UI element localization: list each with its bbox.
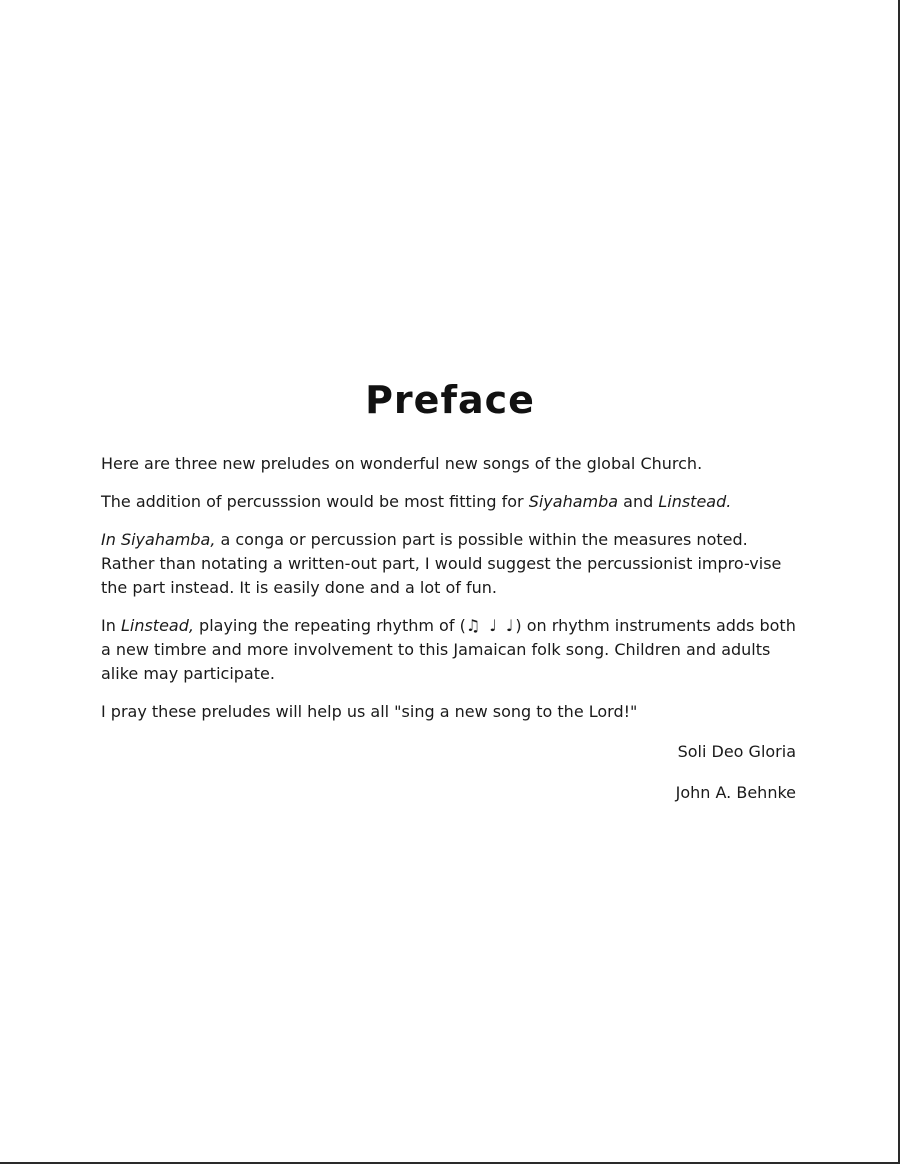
page-title: Preface (365, 378, 535, 422)
paragraph-percussion-and: and (618, 492, 659, 511)
paragraph-percussion-text: The addition of percusssion would be most fitting for (101, 492, 529, 511)
paragraph-siyahamba-lead: In Siyahamba, (101, 530, 216, 549)
paragraph-percussion (101, 490, 801, 514)
closing-line: Soli Deo Gloria (677, 742, 796, 761)
paragraph-intro: Here are three new preludes on wonderful new songs of the global Church. (101, 454, 703, 473)
author-name: John A. Behnke (675, 783, 796, 802)
paragraph-linstead-title: Linstead, (120, 616, 194, 635)
preface-body (101, 452, 801, 738)
paragraph-linstead (101, 614, 801, 686)
paragraph-siyahamba-text: a conga or percussion part is possible within the measures noted. Rather than notating a written-out part, I would suggest the percussionist impro-vise the part instead. It is easily done and a lot of fun. (101, 530, 782, 597)
song-title-siyahamba: Siyahamba (528, 492, 619, 511)
paragraph-linstead-rest: ) on rhythm instruments adds both a new timbre and more involvement to this Jamaican folk song. Children and adults alike may participate. (101, 616, 796, 683)
paragraph-linstead-in: In (101, 616, 121, 635)
paragraph-linstead-text: playing the repeating rhythm of ( (193, 616, 466, 635)
paragraph-siyahamba (101, 528, 801, 600)
paragraph-prayer: I pray these preludes will help us all "sing a new song to the Lord!" (101, 702, 638, 721)
rhythm-notation: ♫ ♩ ♩ (465, 616, 516, 635)
song-title-linstead: Linstead. (658, 492, 732, 511)
